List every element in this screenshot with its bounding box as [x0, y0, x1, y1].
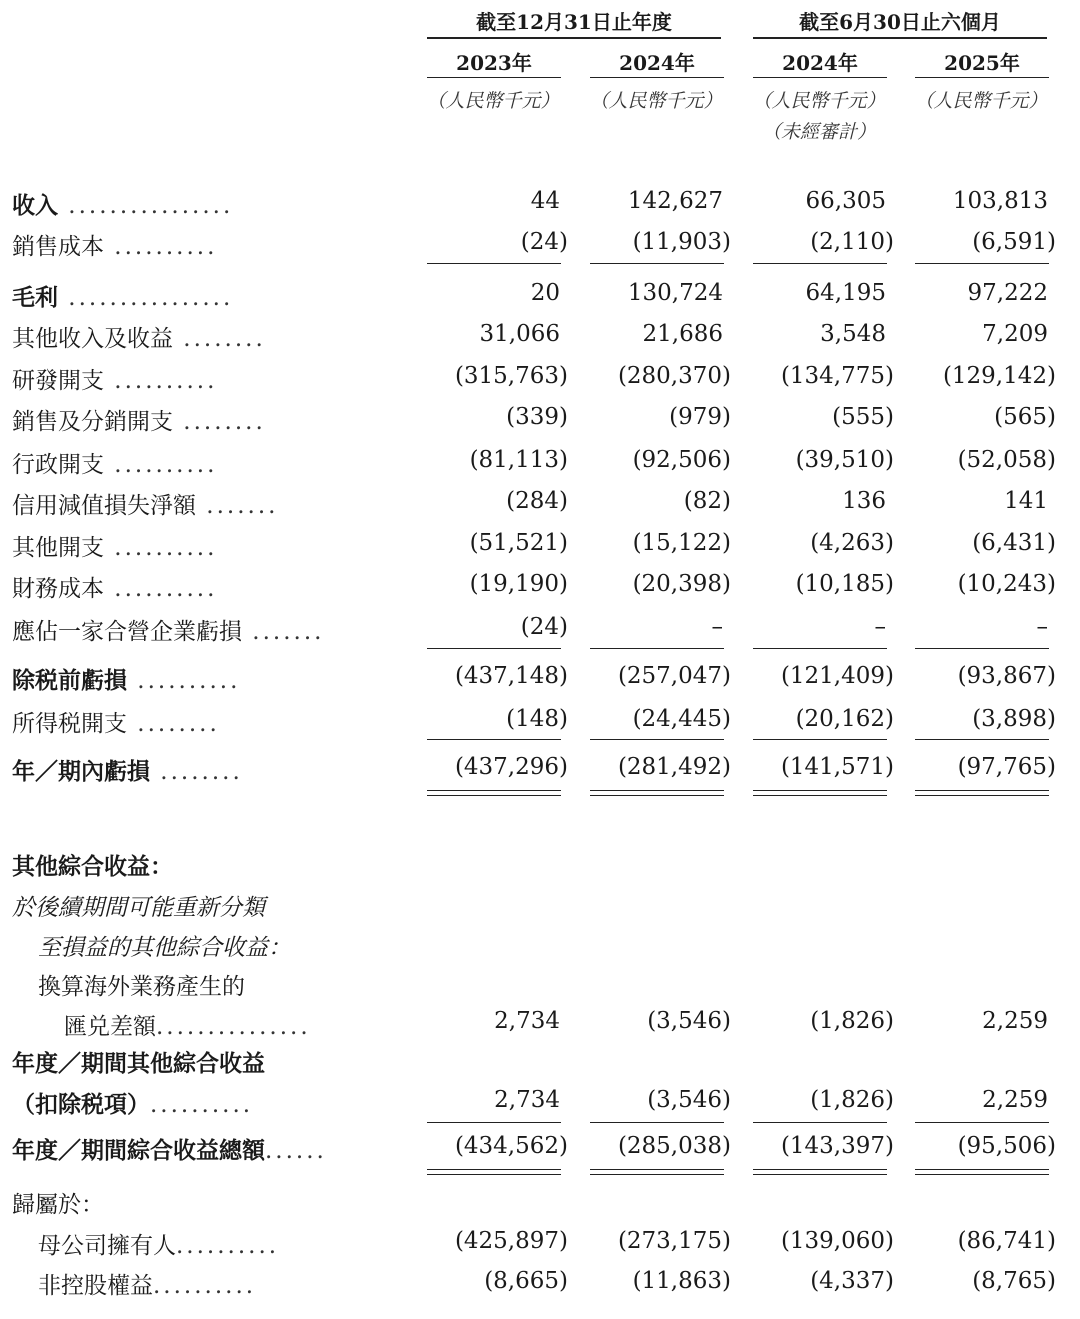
oci-item-value: 2,734: [494, 1008, 560, 1034]
attrib-row-label: 非控股權益..........: [38, 1273, 257, 1299]
row-value: (129,142): [942, 363, 1056, 389]
row-value: (555): [832, 404, 894, 430]
attrib-row-value: (273,175): [617, 1228, 731, 1254]
row-value: (315,763): [454, 363, 568, 389]
oci-total-value: (143,397): [780, 1133, 894, 1159]
row-label-text: 其他收入及收益: [12, 326, 173, 352]
oci-title: 其他綜合收益：: [12, 853, 173, 880]
row-label: 銷售成本 ..........: [12, 234, 218, 260]
row-label: 研發開支 ..........: [12, 368, 218, 394]
row-value: 31,066: [479, 321, 560, 347]
row-value: (141,571): [780, 754, 894, 780]
oci-period-sub-row: （扣除税項）..........: [12, 1091, 254, 1118]
row-label: 年／期內虧損 ........: [12, 758, 243, 785]
row-value: (24,445): [632, 706, 731, 732]
attrib-row-value: (4,337): [810, 1268, 894, 1294]
subtotal-rule: [427, 1122, 561, 1123]
oci-sub2: 至損益的其他綜合收益：: [38, 935, 291, 961]
row-value: –: [874, 614, 886, 640]
total-double-rule: [590, 790, 724, 796]
row-label: 其他開支 ..........: [12, 535, 218, 561]
row-value: (134,775): [780, 363, 894, 389]
subtotal-rule: [753, 263, 887, 264]
row-value: (280,370): [617, 363, 731, 389]
oci-item2-label: 匯兑差額: [64, 1014, 156, 1040]
total-double-rule: [915, 1169, 1049, 1175]
year-rule: [753, 77, 887, 78]
oci-total-value: (285,038): [617, 1133, 731, 1159]
row-label-text: 銷售成本: [12, 234, 104, 260]
row-value: 130,724: [627, 280, 723, 306]
oci-item-value: (3,546): [647, 1008, 731, 1034]
oci-item1: 換算海外業務產生的: [38, 974, 245, 1000]
row-label: 應佔一家合營企業虧損 .......: [12, 619, 325, 645]
row-label: 所得税開支 ........: [12, 711, 220, 737]
row-value: (437,296): [454, 754, 568, 780]
row-value: (15,122): [632, 530, 731, 556]
row-label-text: 所得税開支: [12, 711, 127, 737]
oci-period-title: 年度／期間其他綜合收益: [12, 1050, 265, 1077]
attrib-row-value: (11,863): [632, 1268, 731, 1294]
row-value: 64,195: [805, 280, 886, 306]
subtotal-rule: [915, 648, 1049, 649]
attrib-title: 歸屬於：: [12, 1192, 104, 1218]
subtotal-rule: [915, 1122, 1049, 1123]
year-rule: [590, 77, 724, 78]
row-value: (148): [506, 706, 568, 732]
row-value: (10,243): [957, 571, 1056, 597]
row-value: (24): [520, 614, 568, 640]
row-value: (52,058): [957, 447, 1056, 473]
total-double-rule: [915, 790, 1049, 796]
row-value: 3,548: [820, 321, 886, 347]
oci-total-value: (434,562): [454, 1133, 568, 1159]
oci-period-value: 2,259: [982, 1087, 1048, 1113]
row-value: (92,506): [632, 447, 731, 473]
header-rule-six-months: [753, 37, 1047, 39]
row-value: (6,591): [972, 229, 1056, 255]
row-value: (565): [994, 404, 1056, 430]
row-value: (10,185): [795, 571, 894, 597]
row-value: (19,190): [469, 571, 568, 597]
total-double-rule: [427, 790, 561, 796]
row-value: –: [711, 614, 723, 640]
row-value: (6,431): [972, 530, 1056, 556]
row-label-text: 銷售及分銷開支: [12, 409, 173, 435]
row-value: (257,047): [617, 663, 731, 689]
subtotal-rule: [915, 263, 1049, 264]
subtotal-rule: [590, 263, 724, 264]
row-value: 97,222: [967, 280, 1048, 306]
total-double-rule: [753, 1169, 887, 1175]
row-value: (51,521): [469, 530, 568, 556]
oci-period-value: 2,734: [494, 1087, 560, 1113]
subtotal-rule: [590, 648, 724, 649]
row-value: 7,209: [982, 321, 1048, 347]
row-label-text: 信用減值損失淨額: [12, 493, 196, 519]
row-label: 銷售及分銷開支 ........: [12, 409, 266, 435]
row-label: 行政開支 ..........: [12, 452, 218, 478]
oci-sub1: 於後續期間可能重新分類: [12, 895, 265, 921]
period-header-six-months: 截至6月30日止六個月: [799, 10, 1001, 34]
oci-total-label: 年度／期間綜合收益總額: [12, 1137, 265, 1164]
year-header-2024: 2024年: [619, 51, 695, 75]
oci-item-value: (1,826): [810, 1008, 894, 1034]
row-label-text: 研發開支: [12, 368, 104, 394]
year-header-2024-h1: 2024年: [782, 51, 858, 75]
row-value: (82): [683, 488, 731, 514]
subtotal-rule: [753, 739, 887, 740]
row-value: –: [1036, 614, 1048, 640]
subtotal-rule: [427, 263, 561, 264]
row-label: 收入 ................: [12, 192, 234, 219]
row-value: (39,510): [795, 447, 894, 473]
oci-period-value: (1,826): [810, 1087, 894, 1113]
row-value: (20,398): [632, 571, 731, 597]
oci-item-value: 2,259: [982, 1008, 1048, 1034]
row-value: 136: [842, 488, 886, 514]
row-value: 141: [1004, 488, 1048, 514]
row-value: 103,813: [952, 188, 1048, 214]
row-value: (24): [520, 229, 568, 255]
row-value: (3,898): [972, 706, 1056, 732]
row-value: (437,148): [454, 663, 568, 689]
attrib-row-value: (139,060): [780, 1228, 894, 1254]
oci-period-value: (3,546): [647, 1087, 731, 1113]
row-label: 除税前虧損 ..........: [12, 667, 241, 694]
row-value: (93,867): [957, 663, 1056, 689]
unit-label: （人民幣千元）: [426, 90, 560, 112]
oci-total-row: 年度／期間綜合收益總額......: [12, 1137, 327, 1164]
oci-item2-row: 匯兑差額...............: [64, 1014, 311, 1040]
row-value: (97,765): [957, 754, 1056, 780]
total-double-rule: [427, 1169, 561, 1175]
row-label-text: 應佔一家合營企業虧損: [12, 619, 242, 645]
row-label: 毛利 ................: [12, 284, 234, 311]
row-value: (11,903): [632, 229, 731, 255]
oci-period-sub: （扣除税項）: [12, 1091, 150, 1118]
year-header-2025-h1: 2025年: [944, 51, 1020, 75]
row-label-text: 年／期內虧損: [12, 758, 150, 785]
row-value: (4,263): [810, 530, 894, 556]
row-value: (284): [506, 488, 568, 514]
row-label: 信用減值損失淨額 .......: [12, 493, 279, 519]
row-value: 20: [530, 280, 560, 306]
year-rule: [915, 77, 1049, 78]
row-label: 其他收入及收益 ........: [12, 326, 266, 352]
row-value: (81,113): [469, 447, 568, 473]
oci-total-value: (95,506): [957, 1133, 1056, 1159]
header-rule-year-end: [427, 37, 721, 39]
row-value: (979): [669, 404, 731, 430]
attrib-row-value: (8,665): [484, 1268, 568, 1294]
row-value: (2,110): [810, 229, 894, 255]
unit-label: （人民幣千元）: [914, 90, 1048, 112]
attrib-row-label: 母公司擁有人..........: [38, 1233, 280, 1259]
subtotal-rule: [427, 739, 561, 740]
subtotal-rule: [753, 1122, 887, 1123]
row-label-text: 其他開支: [12, 535, 104, 561]
row-label-text: 除税前虧損: [12, 667, 127, 694]
attrib-row-value: (86,741): [957, 1228, 1056, 1254]
row-value: 44: [530, 188, 560, 214]
row-label-text: 毛利: [12, 284, 58, 311]
row-value: (121,409): [780, 663, 894, 689]
attrib-row-label-text: 母公司擁有人: [38, 1233, 176, 1259]
row-value: (20,162): [795, 706, 894, 732]
unaudited-label: （未經審計）: [761, 121, 876, 143]
unit-label: （人民幣千元）: [589, 90, 723, 112]
subtotal-rule: [590, 1122, 724, 1123]
subtotal-rule: [753, 648, 887, 649]
unit-label: （人民幣千元）: [752, 90, 886, 112]
subtotal-rule: [590, 739, 724, 740]
row-value: 66,305: [805, 188, 886, 214]
year-rule: [427, 77, 561, 78]
period-header-year-end: 截至12月31日止年度: [476, 10, 672, 34]
subtotal-rule: [915, 739, 1049, 740]
row-value: (281,492): [617, 754, 731, 780]
row-label-text: 行政開支: [12, 452, 104, 478]
attrib-row-value: (8,765): [972, 1268, 1056, 1294]
attrib-row-label-text: 非控股權益: [38, 1273, 153, 1299]
subtotal-rule: [427, 648, 561, 649]
total-double-rule: [753, 790, 887, 796]
total-double-rule: [590, 1169, 724, 1175]
row-label-text: 收入: [12, 192, 58, 219]
row-value: 21,686: [642, 321, 723, 347]
row-label-text: 財務成本: [12, 576, 104, 602]
year-header-2023: 2023年: [456, 51, 532, 75]
attrib-row-value: (425,897): [454, 1228, 568, 1254]
row-value: 142,627: [627, 188, 723, 214]
row-label: 財務成本 ..........: [12, 576, 218, 602]
row-value: (339): [506, 404, 568, 430]
